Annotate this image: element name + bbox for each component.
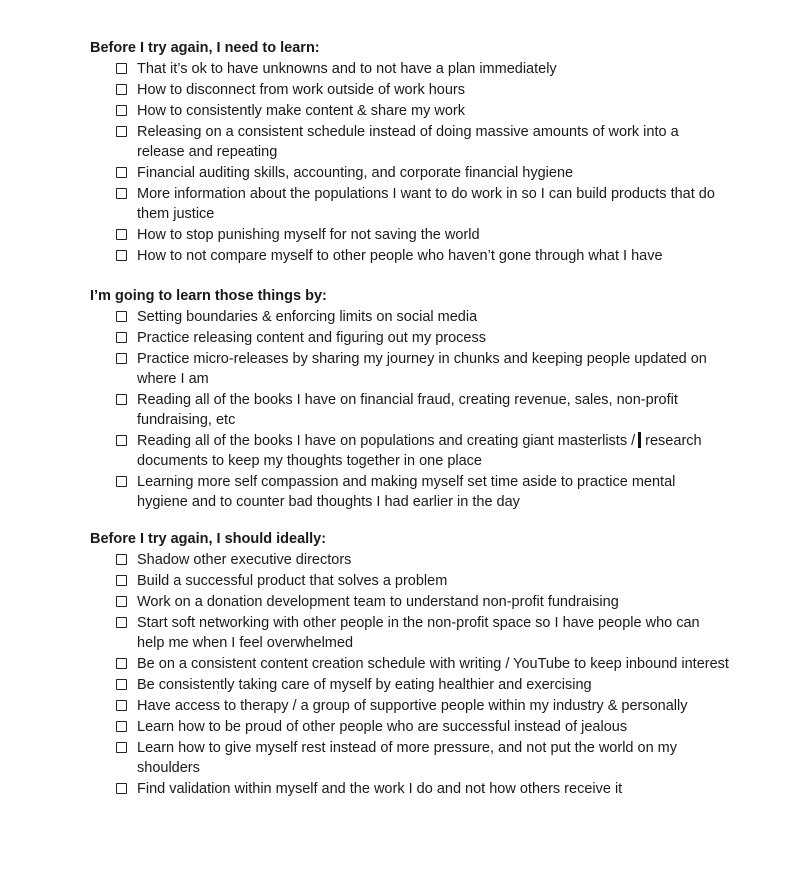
checkbox[interactable] [116,721,127,732]
section-learn-by [90,286,730,512]
checklist-item-text [137,431,730,471]
checkbox[interactable] [116,311,127,322]
checklist-item-text: Shadow other executive directors [137,552,352,568]
checklist-item [90,184,730,224]
checklist-item [90,101,730,121]
checklist-item [90,80,730,100]
checklist-item-text: Learn how to give myself rest instead of more pressure, and not put the world on my shoulders [137,740,677,776]
checklist-item [90,592,730,612]
checklist-item [90,163,730,183]
checklist-item-text: Be consistently taking care of myself by eating healthier and exercising [137,677,592,693]
checklist [90,550,730,799]
checklist-item-text: How to stop punishing myself for not saving the world [137,227,480,243]
checklist-item-text: Financial auditing skills, accounting, and corporate financial hygiene [137,165,574,181]
checklist-item-text: Work on a donation development team to understand non-profit fundraising [137,594,619,610]
checklist-item-text: Reading all of the books I have on financial fraud, creating revenue, sales, non-profit fundraising, etc [137,392,678,428]
checkbox[interactable] [116,126,127,137]
checklist-item [90,307,730,327]
checklist-item-text: More information about the populations I want to do work in so I can build products that do them justice [137,186,715,222]
checkbox[interactable] [116,742,127,753]
checkbox[interactable] [116,617,127,628]
checklist-item [90,550,730,570]
checklist-item [90,59,730,79]
checklist-item [90,390,730,430]
checklist-item-text: Practice micro-releases by sharing my journey in chunks and keeping people updated on where I am [137,351,707,387]
section-should-ideally [90,529,730,799]
checklist-item [90,246,730,266]
checkbox[interactable] [116,188,127,199]
checkbox[interactable] [116,332,127,343]
section-heading: Before I try again, I need to learn: [90,40,320,56]
checklist-item-text: Releasing on a consistent schedule instead of doing massive amounts of work into a release and repeating [137,124,679,160]
checkbox[interactable] [116,105,127,116]
checklist-item-text: That it’s ok to have unknowns and to not have a plan immediately [137,61,557,77]
checklist-item [90,654,730,674]
checkbox[interactable] [116,394,127,405]
checkbox[interactable] [116,84,127,95]
checklist-item [90,675,730,695]
checklist-item-text: Be on a consistent content creation schedule with writing / YouTube to keep inbound interest [137,656,729,672]
checklist-item-text: How to not compare myself to other people who haven’t gone through what I have [137,248,663,264]
checklist-item [90,328,730,348]
checkbox[interactable] [116,658,127,669]
checklist-item-text: Build a successful product that solves a problem [137,573,448,589]
checkbox[interactable] [116,596,127,607]
checklist-item-text: Setting boundaries & enforcing limits on social media [137,309,478,325]
checkbox[interactable] [116,554,127,565]
checkbox[interactable] [116,353,127,364]
checklist-item [90,431,730,471]
checklist-item [90,122,730,162]
checkbox[interactable] [116,229,127,240]
checklist-item-text: Find validation within myself and the work I do and not how others receive it [137,781,623,797]
checkbox[interactable] [116,575,127,586]
checklist [90,307,730,512]
checklist-item [90,571,730,591]
checklist-item-text: Learn how to be proud of other people who are successful instead of jealous [137,719,628,735]
checklist-item [90,696,730,716]
checklist-item [90,472,730,512]
checkbox[interactable] [116,679,127,690]
checkbox[interactable] [116,167,127,178]
checklist-item-text: Start soft networking with other people in the non-profit space so I have people who can help me when I feel overwhelmed [137,615,700,651]
checklist-item [90,738,730,778]
checkbox[interactable] [116,700,127,711]
checklist-item [90,225,730,245]
checklist-item-text: Learning more self compassion and making myself set time aside to practice mental hygiene and to counter bad thoughts I had earlier in the day [137,474,676,510]
checklist-item [90,349,730,389]
checklist-item [90,779,730,799]
checklist-item-text: How to disconnect from work outside of work hours [137,82,465,98]
checklist-item [90,717,730,737]
checklist-item [90,613,730,653]
section-heading: Before I try again, I should ideally: [90,531,327,547]
checklist-item-text-content: Reading all of the books I have on populations and creating giant masterlists / research documents to keep my thoughts together in one place [137,433,702,469]
checklist-item-text: Have access to therapy / a group of supportive people within my industry & personally [137,698,688,714]
checkbox[interactable] [116,63,127,74]
checkbox[interactable] [116,435,127,446]
text-cursor [638,432,641,448]
checkbox[interactable] [116,250,127,261]
section-heading: I’m going to learn those things by: [90,288,327,304]
checklist-item-text: Practice releasing content and figuring out my process [137,330,486,346]
checkbox[interactable] [116,783,127,794]
checklist [90,59,730,266]
checklist-item-text: How to consistently make content & share my work [137,103,465,119]
checkbox[interactable] [116,476,127,487]
section-need-to-learn [90,38,730,266]
